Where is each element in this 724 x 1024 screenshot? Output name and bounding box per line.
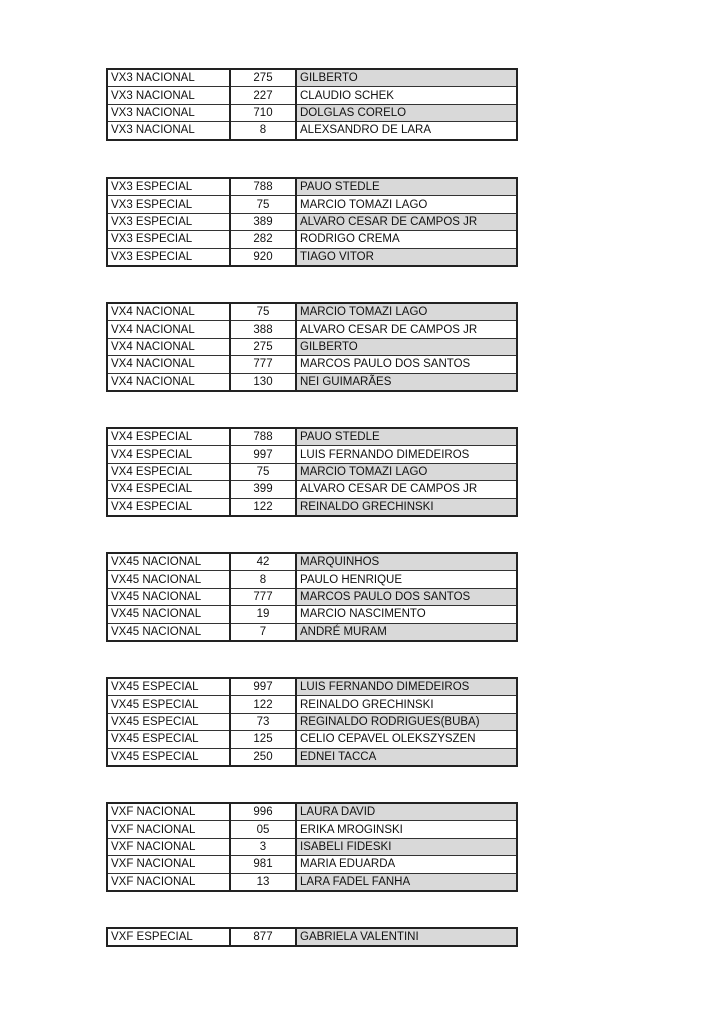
name-cell: PAULO HENRIQUE	[296, 571, 517, 588]
number-cell: 388	[230, 321, 296, 338]
name-cell: ANDRÉ MURAM	[296, 623, 517, 641]
number-cell: 13	[230, 873, 296, 891]
category-cell: VXF NACIONAL	[107, 803, 230, 821]
number-cell: 122	[230, 696, 296, 713]
table-row	[107, 928, 517, 946]
category-cell: VX4 NACIONAL	[107, 356, 230, 373]
number-cell: 275	[230, 69, 296, 87]
name-cell: GABRIELA VALENTINI	[296, 928, 517, 946]
number-cell: 777	[230, 588, 296, 605]
number-cell: 75	[230, 463, 296, 480]
category-cell: VX45 NACIONAL	[107, 571, 230, 588]
table-row	[107, 248, 517, 266]
category-cell: VX3 NACIONAL	[107, 87, 230, 104]
number-cell: 130	[230, 373, 296, 391]
number-cell: 227	[230, 87, 296, 104]
name-cell: REINALDO GRECHINSKI	[296, 696, 517, 713]
table-row	[107, 678, 517, 696]
name-cell: REGINALDO RODRIGUES(BUBA)	[296, 713, 517, 730]
name-cell: MARCIO TOMAZI LAGO	[296, 463, 517, 480]
name-cell: PAUO STEDLE	[296, 428, 517, 446]
table-row	[107, 696, 517, 713]
category-cell: VX45 NACIONAL	[107, 623, 230, 641]
name-cell: MARIA EDUARDA	[296, 856, 517, 873]
table-row	[107, 87, 517, 104]
category-cell: VX3 ESPECIAL	[107, 196, 230, 213]
name-cell: CELIO CEPAVEL OLEKSZYSZEN	[296, 731, 517, 748]
number-cell: 877	[230, 928, 296, 946]
table-row	[107, 606, 517, 623]
table-row	[107, 553, 517, 571]
name-cell: EDNEI TACCA	[296, 748, 517, 766]
category-cell: VX4 ESPECIAL	[107, 481, 230, 498]
number-cell: 05	[230, 821, 296, 838]
table-row	[107, 713, 517, 730]
category-cell: VX45 NACIONAL	[107, 553, 230, 571]
category-cell: VX3 ESPECIAL	[107, 178, 230, 196]
table-row	[107, 838, 517, 855]
name-cell: ERIKA MROGINSKI	[296, 821, 517, 838]
table-row	[107, 338, 517, 355]
table-row	[107, 873, 517, 891]
name-cell: PAUO STEDLE	[296, 178, 517, 196]
table-row	[107, 481, 517, 498]
group-table	[106, 427, 518, 517]
category-cell: VX45 ESPECIAL	[107, 678, 230, 696]
group-table	[106, 677, 518, 767]
table-row	[107, 731, 517, 748]
name-cell: CLAUDIO SCHEK	[296, 87, 517, 104]
table-row	[107, 122, 517, 140]
table-row	[107, 623, 517, 641]
number-cell: 920	[230, 248, 296, 266]
category-cell: VX4 ESPECIAL	[107, 428, 230, 446]
category-cell: VX3 ESPECIAL	[107, 248, 230, 266]
number-cell: 75	[230, 303, 296, 321]
number-cell: 710	[230, 104, 296, 121]
table-row	[107, 321, 517, 338]
name-cell: MARCIO NASCIMENTO	[296, 606, 517, 623]
number-cell: 7	[230, 623, 296, 641]
category-cell: VX4 NACIONAL	[107, 321, 230, 338]
number-cell: 788	[230, 178, 296, 196]
category-cell: VX45 ESPECIAL	[107, 748, 230, 766]
category-cell: VX3 ESPECIAL	[107, 231, 230, 248]
group-table	[106, 802, 518, 892]
name-cell: MARCIO TOMAZI LAGO	[296, 303, 517, 321]
table-row	[107, 748, 517, 766]
name-cell: MARCIO TOMAZI LAGO	[296, 196, 517, 213]
name-cell: ALVARO CESAR DE CAMPOS JR	[296, 481, 517, 498]
category-cell: VX4 ESPECIAL	[107, 463, 230, 480]
table-row	[107, 803, 517, 821]
name-cell: ALVARO CESAR DE CAMPOS JR	[296, 213, 517, 230]
category-cell: VX4 NACIONAL	[107, 373, 230, 391]
number-cell: 997	[230, 446, 296, 463]
name-cell: NEI GUIMARÃES	[296, 373, 517, 391]
number-cell: 282	[230, 231, 296, 248]
number-cell: 275	[230, 338, 296, 355]
category-cell: VX4 NACIONAL	[107, 338, 230, 355]
group-table	[106, 552, 518, 642]
name-cell: MARCOS PAULO DOS SANTOS	[296, 356, 517, 373]
name-cell: GILBERTO	[296, 69, 517, 87]
name-cell: LARA FADEL FANHA	[296, 873, 517, 891]
number-cell: 3	[230, 838, 296, 855]
group-table	[106, 927, 518, 947]
table-row	[107, 356, 517, 373]
category-cell: VXF NACIONAL	[107, 838, 230, 855]
category-cell: VXF NACIONAL	[107, 821, 230, 838]
number-cell: 73	[230, 713, 296, 730]
category-cell: VXF NACIONAL	[107, 873, 230, 891]
category-cell: VX3 NACIONAL	[107, 104, 230, 121]
number-cell: 777	[230, 356, 296, 373]
name-cell: ALVARO CESAR DE CAMPOS JR	[296, 321, 517, 338]
table-row	[107, 821, 517, 838]
table-row	[107, 373, 517, 391]
number-cell: 42	[230, 553, 296, 571]
name-cell: ISABELI FIDESKI	[296, 838, 517, 855]
group-table	[106, 302, 518, 392]
group-table	[106, 177, 518, 267]
name-cell: GILBERTO	[296, 338, 517, 355]
name-cell: DOLGLAS CORELO	[296, 104, 517, 121]
number-cell: 8	[230, 571, 296, 588]
name-cell: LUIS FERNANDO DIMEDEIROS	[296, 446, 517, 463]
number-cell: 399	[230, 481, 296, 498]
table-row	[107, 446, 517, 463]
table-row	[107, 588, 517, 605]
table-row	[107, 303, 517, 321]
name-cell: LUIS FERNANDO DIMEDEIROS	[296, 678, 517, 696]
name-cell: ALEXSANDRO DE LARA	[296, 122, 517, 140]
category-cell: VX4 ESPECIAL	[107, 446, 230, 463]
number-cell: 788	[230, 428, 296, 446]
table-row	[107, 428, 517, 446]
category-cell: VX45 ESPECIAL	[107, 696, 230, 713]
table-row	[107, 856, 517, 873]
table-row	[107, 463, 517, 480]
table-row	[107, 178, 517, 196]
number-cell: 250	[230, 748, 296, 766]
number-cell: 8	[230, 122, 296, 140]
table-row	[107, 213, 517, 230]
number-cell: 122	[230, 498, 296, 516]
number-cell: 125	[230, 731, 296, 748]
number-cell: 997	[230, 678, 296, 696]
table-row	[107, 196, 517, 213]
category-cell: VX45 ESPECIAL	[107, 731, 230, 748]
category-cell: VX4 ESPECIAL	[107, 498, 230, 516]
category-cell: VX3 NACIONAL	[107, 122, 230, 140]
category-cell: VX45 NACIONAL	[107, 606, 230, 623]
number-cell: 75	[230, 196, 296, 213]
category-cell: VX3 ESPECIAL	[107, 213, 230, 230]
name-cell: MARQUINHOS	[296, 553, 517, 571]
name-cell: REINALDO GRECHINSKI	[296, 498, 517, 516]
group-table	[106, 68, 518, 141]
category-cell: VX45 ESPECIAL	[107, 713, 230, 730]
table-row	[107, 498, 517, 516]
name-cell: MARCOS PAULO DOS SANTOS	[296, 588, 517, 605]
number-cell: 19	[230, 606, 296, 623]
number-cell: 996	[230, 803, 296, 821]
category-cell: VXF NACIONAL	[107, 856, 230, 873]
name-cell: RODRIGO CREMA	[296, 231, 517, 248]
name-cell: LAURA DAVID	[296, 803, 517, 821]
category-cell: VX4 NACIONAL	[107, 303, 230, 321]
number-cell: 389	[230, 213, 296, 230]
category-cell: VX3 NACIONAL	[107, 69, 230, 87]
name-cell: TIAGO VITOR	[296, 248, 517, 266]
table-row	[107, 571, 517, 588]
category-cell: VXF ESPECIAL	[107, 928, 230, 946]
table-row	[107, 104, 517, 121]
table-row	[107, 231, 517, 248]
number-cell: 981	[230, 856, 296, 873]
table-row	[107, 69, 517, 87]
category-cell: VX45 NACIONAL	[107, 588, 230, 605]
